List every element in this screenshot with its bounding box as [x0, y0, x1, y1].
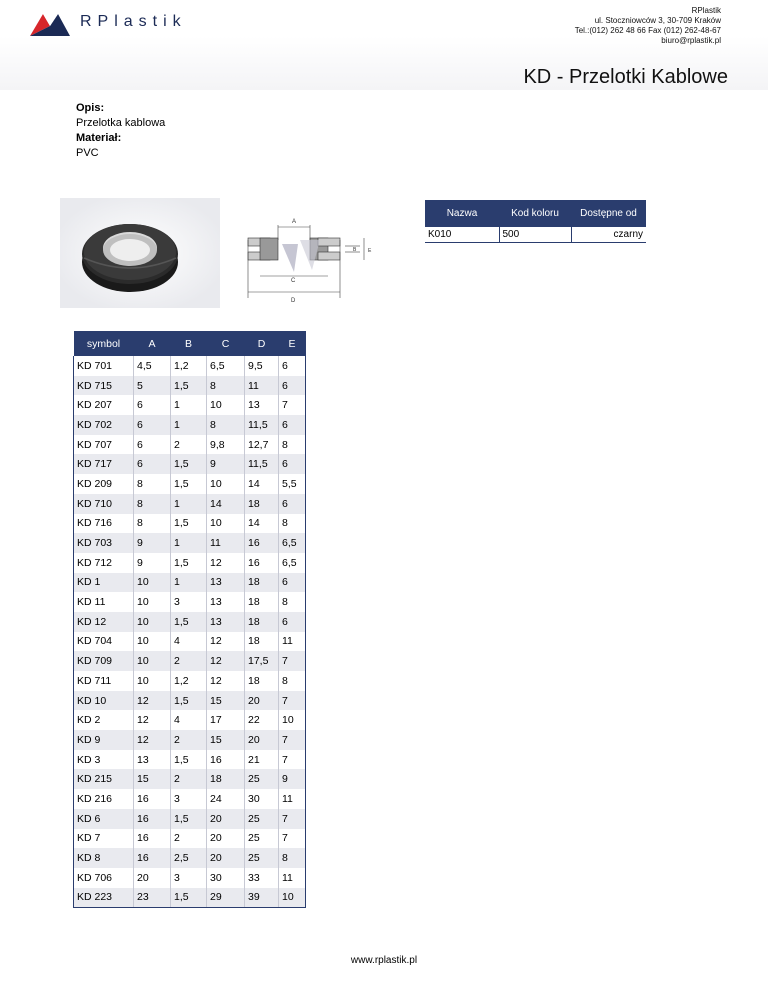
- dims-cell-e: 7: [279, 395, 306, 415]
- dim-label-e: E: [368, 248, 372, 254]
- dims-cell-a: 6: [134, 454, 171, 474]
- dims-cell-symbol: KD 8: [74, 848, 134, 868]
- dims-cell-e: 9: [279, 769, 306, 789]
- opis-value: Przelotka kablowa: [76, 117, 166, 129]
- dims-cell-b: 1,5: [171, 612, 207, 632]
- order-header-dostepne-od: Dostępne od: [571, 200, 646, 227]
- dims-cell-a: 12: [134, 710, 171, 730]
- dim-label-d: D: [291, 298, 296, 304]
- dims-cell-e: 7: [279, 691, 306, 711]
- dims-cell-d: 18: [245, 632, 279, 652]
- table-row: [74, 691, 306, 711]
- dims-cell-d: 11,5: [245, 415, 279, 435]
- table-row: [74, 710, 306, 730]
- dims-cell-c: 13: [207, 612, 245, 632]
- dims-cell-symbol: KD 702: [74, 415, 134, 435]
- dims-cell-e: 8: [279, 592, 306, 612]
- table-row: [74, 848, 306, 868]
- dims-cell-a: 8: [134, 474, 171, 494]
- dims-cell-b: 3: [171, 868, 207, 888]
- dims-cell-symbol: KD 1: [74, 573, 134, 593]
- dims-cell-symbol: KD 709: [74, 651, 134, 671]
- dims-cell-symbol: KD 711: [74, 671, 134, 691]
- dims-cell-e: 6: [279, 376, 306, 396]
- dims-cell-c: 13: [207, 592, 245, 612]
- dims-cell-a: 15: [134, 769, 171, 789]
- dimensions-table: [73, 331, 306, 908]
- order-row: [425, 227, 646, 243]
- dims-cell-b: 3: [171, 592, 207, 612]
- dims-cell-c: 11: [207, 533, 245, 553]
- dims-cell-a: 16: [134, 848, 171, 868]
- company-name: RPlastik: [691, 6, 721, 15]
- table-row: [74, 592, 306, 612]
- dims-cell-e: 6,5: [279, 553, 306, 573]
- dims-cell-symbol: KD 717: [74, 454, 134, 474]
- dim-label-a: A: [292, 219, 297, 225]
- dims-cell-d: 25: [245, 769, 279, 789]
- table-row: [74, 395, 306, 415]
- dims-cell-a: 10: [134, 671, 171, 691]
- dims-cell-e: 8: [279, 671, 306, 691]
- dims-cell-symbol: KD 715: [74, 376, 134, 396]
- table-row: [74, 514, 306, 534]
- dims-cell-c: 14: [207, 494, 245, 514]
- dims-cell-b: 2: [171, 769, 207, 789]
- table-row: [74, 474, 306, 494]
- dims-cell-c: 9,8: [207, 435, 245, 455]
- grommet-photo: [60, 198, 220, 308]
- dims-cell-d: 22: [245, 710, 279, 730]
- dims-cell-b: 1,2: [171, 671, 207, 691]
- dims-cell-a: 8: [134, 514, 171, 534]
- dims-cell-c: 8: [207, 376, 245, 396]
- dim-label-c: C: [291, 278, 296, 284]
- table-row: [74, 356, 306, 376]
- dims-cell-a: 10: [134, 612, 171, 632]
- dims-cell-b: 1,5: [171, 750, 207, 770]
- dims-cell-e: 10: [279, 888, 306, 908]
- table-row: [74, 750, 306, 770]
- dims-cell-e: 6: [279, 415, 306, 435]
- dims-cell-a: 9: [134, 553, 171, 573]
- company-info: [575, 6, 721, 46]
- dims-cell-e: 11: [279, 789, 306, 809]
- dims-cell-symbol: KD 12: [74, 612, 134, 632]
- page-title: KD - Przelotki Kablowe: [523, 66, 728, 88]
- table-row: [74, 671, 306, 691]
- dims-header-b: B: [171, 331, 207, 356]
- dims-cell-d: 13: [245, 395, 279, 415]
- dims-cell-e: 8: [279, 514, 306, 534]
- dims-cell-a: 4,5: [134, 356, 171, 376]
- dims-cell-d: 17,5: [245, 651, 279, 671]
- dims-cell-symbol: KD 11: [74, 592, 134, 612]
- dims-cell-e: 6: [279, 612, 306, 632]
- dims-cell-c: 20: [207, 829, 245, 849]
- dims-cell-b: 1,5: [171, 514, 207, 534]
- dims-cell-d: 18: [245, 573, 279, 593]
- dims-cell-c: 20: [207, 809, 245, 829]
- dims-cell-a: 6: [134, 395, 171, 415]
- dims-cell-e: 6: [279, 494, 306, 514]
- dims-cell-d: 11: [245, 376, 279, 396]
- dims-header-c: C: [207, 331, 245, 356]
- dims-cell-c: 18: [207, 769, 245, 789]
- dims-cell-d: 16: [245, 553, 279, 573]
- dims-cell-symbol: KD 216: [74, 789, 134, 809]
- dims-cell-c: 15: [207, 730, 245, 750]
- table-row: [74, 730, 306, 750]
- dims-cell-e: 10: [279, 710, 306, 730]
- dims-cell-b: 2: [171, 651, 207, 671]
- logo-text: RPlastik: [80, 13, 187, 30]
- dims-cell-symbol: KD 716: [74, 514, 134, 534]
- technical-drawing: [240, 210, 390, 310]
- dims-cell-e: 7: [279, 730, 306, 750]
- dims-cell-a: 8: [134, 494, 171, 514]
- dims-cell-d: 20: [245, 730, 279, 750]
- dims-header-symbol: symbol: [74, 331, 134, 356]
- table-row: [74, 829, 306, 849]
- dims-cell-c: 24: [207, 789, 245, 809]
- company-phone: Tel.:(012) 262 48 66 Fax (012) 262-48-67: [574, 26, 721, 35]
- dims-cell-d: 25: [245, 848, 279, 868]
- dims-cell-symbol: KD 710: [74, 494, 134, 514]
- table-row: [74, 868, 306, 888]
- dims-cell-d: 11,5: [245, 454, 279, 474]
- table-row: [74, 888, 306, 908]
- dims-cell-symbol: KD 207: [74, 395, 134, 415]
- dims-cell-d: 30: [245, 789, 279, 809]
- dims-header-d: D: [245, 331, 279, 356]
- dims-cell-c: 30: [207, 868, 245, 888]
- table-row: [74, 376, 306, 396]
- table-row: [74, 769, 306, 789]
- dims-cell-c: 13: [207, 573, 245, 593]
- table-row: [74, 435, 306, 455]
- dims-cell-symbol: KD 707: [74, 435, 134, 455]
- table-row: [74, 533, 306, 553]
- dims-cell-a: 10: [134, 592, 171, 612]
- dims-cell-a: 12: [134, 691, 171, 711]
- dims-cell-symbol: KD 2: [74, 710, 134, 730]
- dims-cell-symbol: KD 6: [74, 809, 134, 829]
- dims-cell-c: 8: [207, 415, 245, 435]
- dims-cell-c: 12: [207, 671, 245, 691]
- dims-cell-d: 9,5: [245, 356, 279, 376]
- dims-cell-e: 8: [279, 848, 306, 868]
- dims-header-a: A: [134, 331, 171, 356]
- dims-cell-c: 20: [207, 848, 245, 868]
- dims-cell-e: 7: [279, 829, 306, 849]
- dims-cell-symbol: KD 701: [74, 356, 134, 376]
- table-row: [74, 789, 306, 809]
- dims-cell-e: 11: [279, 632, 306, 652]
- dims-cell-b: 2: [171, 829, 207, 849]
- dims-cell-a: 16: [134, 829, 171, 849]
- dims-cell-d: 18: [245, 494, 279, 514]
- dims-cell-symbol: KD 223: [74, 888, 134, 908]
- order-cell-kod-koloru: 500: [499, 227, 571, 243]
- dims-cell-symbol: KD 712: [74, 553, 134, 573]
- dims-cell-b: 1,5: [171, 474, 207, 494]
- dims-cell-a: 20: [134, 868, 171, 888]
- dims-cell-a: 16: [134, 809, 171, 829]
- dims-cell-c: 10: [207, 514, 245, 534]
- dims-cell-symbol: KD 3: [74, 750, 134, 770]
- dims-cell-a: 9: [134, 533, 171, 553]
- dims-cell-e: 5,5: [279, 474, 306, 494]
- table-row: [74, 612, 306, 632]
- dims-cell-symbol: KD 10: [74, 691, 134, 711]
- dims-cell-b: 1,5: [171, 376, 207, 396]
- dims-cell-symbol: KD 706: [74, 868, 134, 888]
- dims-cell-c: 15: [207, 691, 245, 711]
- dims-cell-b: 1: [171, 533, 207, 553]
- dims-cell-a: 6: [134, 415, 171, 435]
- dims-cell-c: 16: [207, 750, 245, 770]
- dims-cell-e: 11: [279, 868, 306, 888]
- dims-cell-e: 7: [279, 809, 306, 829]
- dims-cell-d: 33: [245, 868, 279, 888]
- material-label: Materiał:: [76, 132, 122, 144]
- company-address: ul. Stoczniowców 3, 30-709 Kraków: [594, 16, 721, 25]
- dims-cell-c: 12: [207, 553, 245, 573]
- dims-cell-c: 9: [207, 454, 245, 474]
- dims-cell-b: 1,5: [171, 553, 207, 573]
- dims-cell-b: 2: [171, 730, 207, 750]
- table-row: [74, 415, 306, 435]
- dims-cell-symbol: KD 704: [74, 632, 134, 652]
- dims-cell-b: 2,5: [171, 848, 207, 868]
- dims-cell-d: 20: [245, 691, 279, 711]
- table-row: [74, 573, 306, 593]
- dims-cell-d: 18: [245, 612, 279, 632]
- dims-cell-d: 16: [245, 533, 279, 553]
- dims-cell-d: 25: [245, 809, 279, 829]
- dims-cell-e: 6: [279, 454, 306, 474]
- dims-cell-b: 1,5: [171, 454, 207, 474]
- rplastik-logo-icon: [30, 12, 70, 36]
- dims-cell-d: 25: [245, 829, 279, 849]
- dim-label-b: B: [353, 247, 357, 253]
- dims-cell-e: 6: [279, 356, 306, 376]
- dims-cell-e: 7: [279, 651, 306, 671]
- company-email[interactable]: biuro@rplastik.pl: [661, 36, 721, 45]
- dims-cell-a: 10: [134, 632, 171, 652]
- dims-cell-e: 6,5: [279, 533, 306, 553]
- table-row: [74, 494, 306, 514]
- table-row: [74, 651, 306, 671]
- dims-cell-c: 17: [207, 710, 245, 730]
- dims-cell-symbol: KD 703: [74, 533, 134, 553]
- dims-cell-symbol: KD 209: [74, 474, 134, 494]
- dims-cell-b: 1: [171, 395, 207, 415]
- material-value: PVC: [76, 147, 99, 159]
- dims-cell-b: 4: [171, 632, 207, 652]
- dims-cell-e: 7: [279, 750, 306, 770]
- dims-cell-a: 10: [134, 573, 171, 593]
- opis-label: Opis:: [76, 102, 105, 114]
- dims-cell-e: 8: [279, 435, 306, 455]
- dims-cell-b: 1,2: [171, 356, 207, 376]
- dims-cell-c: 10: [207, 474, 245, 494]
- dims-cell-c: 6,5: [207, 356, 245, 376]
- dims-cell-a: 10: [134, 651, 171, 671]
- dims-cell-b: 1: [171, 494, 207, 514]
- dims-header-e: E: [279, 331, 306, 356]
- dims-cell-a: 12: [134, 730, 171, 750]
- dims-cell-d: 39: [245, 888, 279, 908]
- dims-cell-b: 4: [171, 710, 207, 730]
- order-table: [425, 200, 646, 243]
- dims-cell-c: 12: [207, 651, 245, 671]
- table-row: [74, 553, 306, 573]
- dims-cell-c: 29: [207, 888, 245, 908]
- dims-cell-b: 1,5: [171, 809, 207, 829]
- footer-url[interactable]: www.rplastik.pl: [350, 955, 418, 966]
- table-row: [74, 632, 306, 652]
- dims-cell-a: 13: [134, 750, 171, 770]
- product-description: [76, 101, 165, 161]
- order-cell-nazwa: K010: [425, 227, 499, 243]
- dims-cell-b: 1,5: [171, 888, 207, 908]
- dims-cell-symbol: KD 7: [74, 829, 134, 849]
- dims-cell-d: 21: [245, 750, 279, 770]
- dims-cell-d: 18: [245, 592, 279, 612]
- dims-cell-b: 2: [171, 435, 207, 455]
- dims-cell-d: 14: [245, 514, 279, 534]
- table-row: [74, 454, 306, 474]
- order-header-kod-koloru: Kod koloru: [499, 200, 571, 227]
- table-row: [74, 809, 306, 829]
- dims-cell-a: 16: [134, 789, 171, 809]
- dims-cell-b: 3: [171, 789, 207, 809]
- dims-cell-c: 12: [207, 632, 245, 652]
- dims-cell-d: 14: [245, 474, 279, 494]
- dims-cell-symbol: KD 9: [74, 730, 134, 750]
- dims-cell-b: 1: [171, 415, 207, 435]
- order-header-nazwa: Nazwa: [425, 200, 499, 227]
- dims-cell-d: 12,7: [245, 435, 279, 455]
- dims-cell-a: 5: [134, 376, 171, 396]
- dims-cell-b: 1: [171, 573, 207, 593]
- dims-cell-c: 10: [207, 395, 245, 415]
- dims-cell-symbol: KD 215: [74, 769, 134, 789]
- dims-cell-d: 18: [245, 671, 279, 691]
- dims-cell-e: 6: [279, 573, 306, 593]
- dims-cell-b: 1,5: [171, 691, 207, 711]
- dims-cell-a: 6: [134, 435, 171, 455]
- order-cell-dostepne-od: czarny: [571, 227, 646, 243]
- dims-cell-a: 23: [134, 888, 171, 908]
